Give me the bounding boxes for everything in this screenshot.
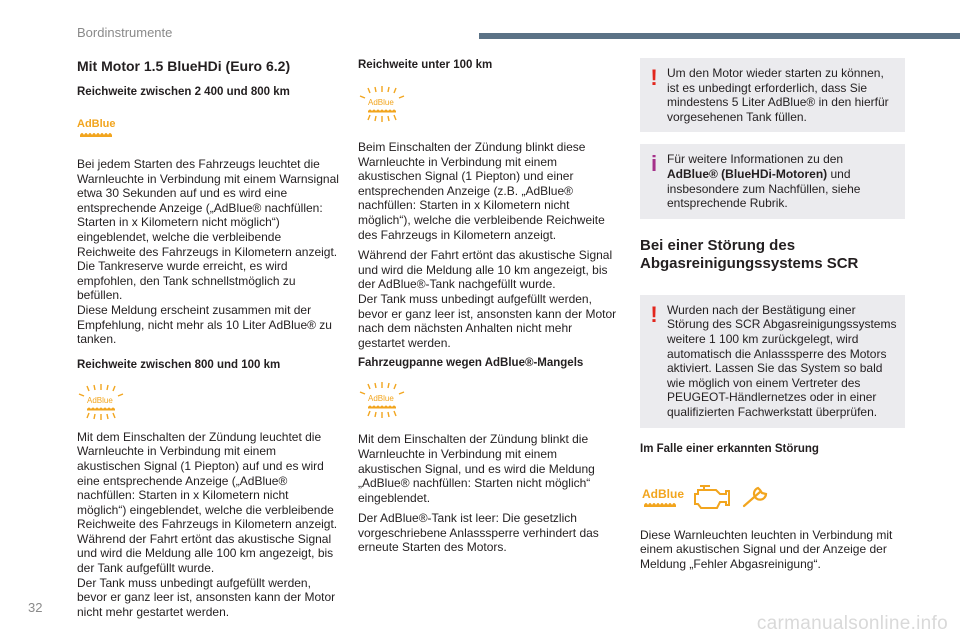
column-3 [640, 58, 905, 571]
paragraph: Bei jedem Starten des Fahrzeugs leuchtet die Warnleuchte in Verbindung mit einem Warnsignal etwa 30 Sekunden auf und es wird eine entsprechende Anzeige („AdBlue® nachfüllen: Starten in x Kilometern nicht möglich“) eingeblendet, welche die verbleibende Reichweite des Fahrzeugs in Kilometern anzeigt. Die Tankreserve wurde erreicht, es wird empfohlen, den Tank schnellstmöglich zu befüllen. [77, 157, 339, 303]
detected-fault-heading: Im Falle einer erkannten Störung [640, 442, 819, 455]
info-text-bold: AdBlue® (BlueHDi-Motoren) [667, 166, 828, 181]
range-2400-800-heading: Reichweite zwischen 2 400 und 800 km [77, 86, 290, 98]
scr-fault-icons [640, 482, 780, 510]
warning-text: Um den Motor wieder starten zu können, ist es unbedingt erforderlich, dass Sie mindestens 5 Liter AdBlue® in den hierfür vorgesehenen Tank füllen. [667, 66, 889, 124]
scr-malfunction-heading: Bei einer Störung des Abgasreinigungssystems SCR [640, 236, 859, 272]
adblue-flashing-icon [358, 382, 406, 418]
scr-warning-box [640, 295, 905, 428]
paragraph: Der Tank muss unbedingt aufgefüllt werden, bevor er ganz leer ist, ansonsten kann der Motor nicht mehr gestartet werden. [77, 575, 336, 619]
paragraph: Mit dem Einschalten der Zündung blinkt die Warnleuchte in Verbindung mit einem akustischen Signal, und es wird die Meldung „AdBlue® nachfüllen: Starten nicht möglich“ eingeblendet. [358, 432, 595, 505]
paragraph: Diese Meldung erscheint zusammen mit der Empfehlung, nicht mehr als 10 Liter AdBlue® zu tanken. [77, 302, 332, 347]
paragraph: Mit dem Einschalten der Zündung leuchtet die Warnleuchte in Verbindung mit einem akustischen Signal (1 Piepton) auf und es wird eine entsprechende Anzeige („AdBlue® nachfüllen: Starten in x Kilometern nicht möglich“) eingeblendet, welche die verbleibende Reichweite des Fahrzeugs in Kilometern anzeigt. Während der Fahrt ertönt das akustische Signal und wird die Meldung alle 100 km angezeigt, bis der Tank aufgefüllt wurde. [77, 429, 338, 576]
adblue-flashing-icon [77, 384, 125, 420]
adblue-breakdown-heading: Fahrzeugpanne wegen AdBlue®-Mangels [358, 357, 584, 370]
column-1 [77, 58, 339, 619]
adblue-icon-label: AdBlue [368, 98, 394, 107]
paragraph: Beim Einschalten der Zündung blinkt diese Warnleuchte in Verbindung mit einem akustischen Signal (1 Piepton) und einer entsprechenden Anzeige (z.B. „AdBlue® nachfüllen: Starten in x Kilometern nicht möglich“), welche die verbleibende Reichweite des Fahrzeugs in Kilometern anzeigt. [358, 140, 605, 242]
scr-warning-text: Wurden nach der Bestätigung einer Störung des SCR Abgasreinigungssystems weitere 1 100 km zurückgelegt, wird automatisch die Anlasssperre des Motors aktiviert. Lassen Sie das System so bald wie möglich von einem Vertreter des PEUGEOT-Händlernetzes oder in einer qualifizierten Fachwerkstatt überprüfen. [667, 302, 897, 419]
warning-box [640, 58, 905, 132]
watermark: carmanualsonline.info [756, 613, 948, 634]
info-icon: i [650, 151, 658, 177]
engine-heading: Mit Motor 1.5 BlueHDi (Euro 6.2) [77, 58, 291, 74]
section-title: Bordinstrumente [77, 25, 173, 40]
wrench-icon [744, 488, 766, 506]
page-number: 32 [28, 600, 43, 615]
paragraph: Der AdBlue®-Tank ist leer: Die gesetzlich vorgeschriebene Anlasssperre verhindert das erneute Starten des Motors. [358, 511, 599, 555]
adblue-icon-label: AdBlue [77, 118, 116, 130]
adblue-warning-icon [77, 115, 121, 139]
adblue-icon-label: AdBlue [87, 395, 113, 405]
warning-icon: ! [650, 301, 658, 327]
info-box [640, 144, 905, 218]
warning-icon: ! [650, 65, 658, 90]
paragraph: Diese Warnleuchten leuchten in Verbindung mit einem akustischen Signal und der Anzeige der Meldung „Fehler Abgasreinigung“. [640, 527, 893, 571]
range-under-100-heading: Reichweite unter 100 km [358, 59, 493, 71]
paragraph: Der Tank muss unbedingt aufgefüllt werden, bevor er ganz leer ist, ansonsten kann der Motor nach dem nächsten Anhalten nicht mehr gestartet werden. [358, 291, 617, 350]
info-text: Für weitere Informationen zu den AdBlue® (BlueHDi-Motoren) und insbesondere zum Nachfüllen, siehe entsprechende Rubrik. [667, 152, 861, 211]
range-800-100-heading: Reichweite zwischen 800 und 100 km [77, 358, 281, 371]
column-2 [358, 58, 620, 555]
paragraph: Während der Fahrt ertönt das akustische Signal und wird die Meldung alle 10 km angezeigt, bis der AdBlue®-Tank nachgefüllt wurde. [358, 248, 613, 292]
adblue-icon-label: AdBlue [368, 394, 394, 404]
engine-icon [695, 486, 729, 508]
adblue-icon-label: AdBlue [642, 486, 684, 501]
header-bar [479, 33, 960, 39]
adblue-flashing-icon [358, 86, 406, 122]
